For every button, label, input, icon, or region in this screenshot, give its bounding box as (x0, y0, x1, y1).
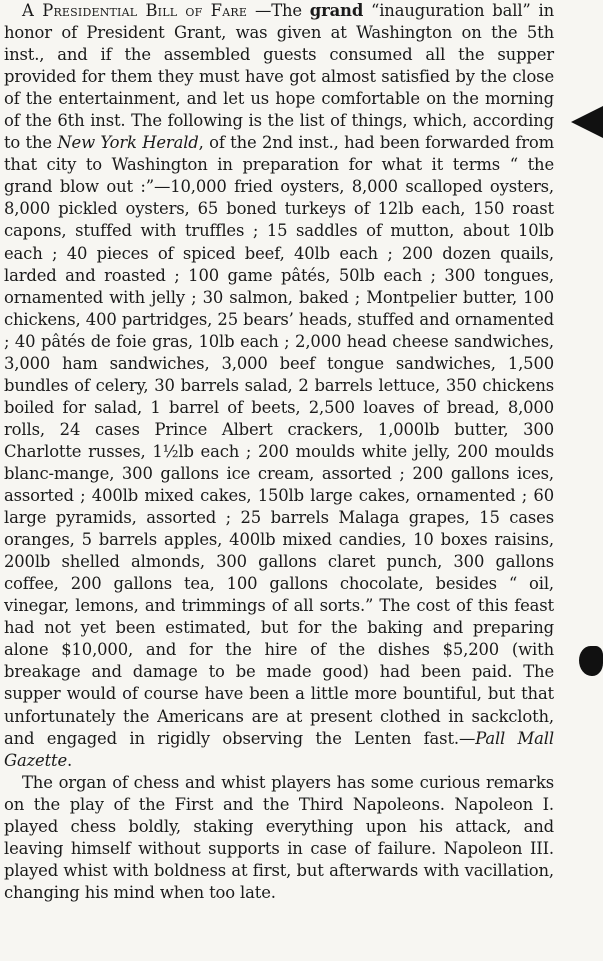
text-segment: The organ of chess and whist players has some curious remarks on the play of the First and the Third Napoleons. Napoleon I. played chess boldly, staking everything upon his attack, and leaving himself without supports in case of failure. Napoleon III. played whist with boldness at first, but afterwards with vacillation, changing his mind when too late. (4, 772, 554, 902)
text-segment: “inauguration ball” in honor of President Grant, was given at Washington on the 5th inst., and if the assembled guests consumed all the supper provided for them they must have got almost satisfied by the close of the entertainment, and let us hope comfortable on the morning of the 6th inst. The following is the list of things, which, according to the (4, 1, 555, 153)
newspaper-title-new-york-herald: New York Herald (57, 133, 199, 153)
ink-blot-mark (571, 106, 603, 138)
article-column (4, 0, 554, 961)
article-paragraph-2 (4, 772, 554, 904)
headline-lead: A Presidential Bill of Fare (22, 1, 248, 20)
article-paragraph-1 (4, 0, 554, 772)
source-pall-mall-gazette: Pall Mall Gazette (4, 728, 554, 770)
text-segment: . (67, 750, 73, 770)
text-segment: —The (247, 1, 310, 20)
text-segment-bold: grand (309, 1, 364, 20)
text-segment: , of the 2nd inst., had been forwarded from that city to Washington in preparation for what it terms “ the grand blow out :”—10,000 fried oysters, 8,000 scalloped oysters, 8,000 pickled oysters, 65 boned turkeys of 12lb each, 150 roast capons, stuffed with truffles ; 15 saddles of mutton, about 10lb each ; 40 pieces of spiced beef, 40lb each ; 200 dozen quails, larded and roasted ; 100 game pâtés, 50lb each ; 300 tongues, ornamented with jelly ; 30 salmon, baked ; Montpelier butter, 100 chickens, 400 partridges, 25 bears’ heads, stuffed and ornamented ; 40 pâtés de foie gras, 10lb each ; 2,000 head cheese sandwiches, 3,000 ham sandwiches, 3,000 beef tongue sandwiches, 1,500 bundles of celery, 30 barrels salad, 2 barrels lettuce, 350 chickens boiled for salad, 1 barrel of beets, 2,500 loaves of bread, 8,000 rolls, 24 cases Prince Albert crackers, 1,000lb butter, 300 Charlotte russes, 1½lb each ; 200 moulds white jelly, 200 moulds blanc-mange, 300 gallons ice cream, assorted ; 200 gallons ices, assorted ; 400lb mixed cakes, 150lb large cakes, ornamented ; 60 large pyramids, assorted ; 25 barrels Malaga grapes, 15 cases oranges, 5 barrels apples, 400lb mixed candies, 10 boxes raisins, 200lb shelled almonds, 300 gallons claret punch, 300 gallons coffee, 200 gallons tea, 100 gallons chocolate, besides “ oil, vinegar, lemons, and trimmings of all sorts.” The cost of this feast had not yet been estimated, but for the baking and preparing alone $10,000, and for the hire of the dishes $5,200 (with breakage and damage to be made good) had been paid. The supper would of course have been a little more bountiful, but that unfortunately the Americans are at present clothed in sackcloth, and engaged in rigidly observing the Lenten fast.— (4, 133, 554, 748)
ink-blot-mark (579, 646, 603, 676)
